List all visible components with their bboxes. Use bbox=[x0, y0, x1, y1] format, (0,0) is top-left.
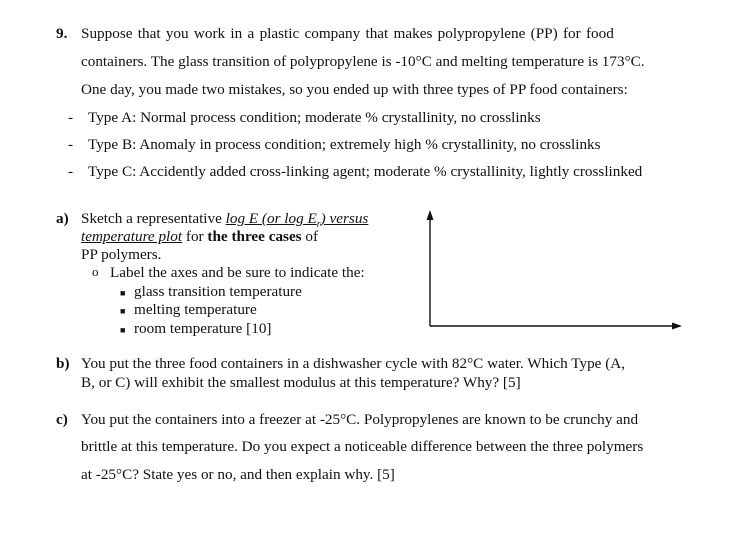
part-b-line-1: You put the three food containers in a dishwasher cycle with 82°C water. Which Type (A, bbox=[81, 355, 626, 372]
type-c-text: Type C: Accidently added cross-linking agent; moderate % crystallinity, lightly crosslinked bbox=[88, 163, 643, 180]
part-b-line-2: B, or C) will exhibit the smallest modulus at this temperature? Why? [5] bbox=[81, 374, 521, 391]
part-c-line-2: brittle at this temperature. Do you expect a noticeable difference between the three polymers bbox=[81, 438, 644, 455]
part-a-plot-name: log E (or $\log E_r$) versus bbox=[225, 210, 369, 231]
bullet-square-2: ■ bbox=[120, 306, 126, 316]
type-c-dash: - bbox=[68, 163, 74, 180]
q9-line-1: Suppose that you work in a plastic company that makes polypropylene (PP) for food bbox=[81, 25, 614, 42]
bullet-tg: glass transition temperature bbox=[134, 283, 302, 300]
y-axis-arrowhead bbox=[427, 210, 434, 220]
part-a-plot-name-2: temperature plot bbox=[81, 228, 183, 245]
question-number: 9. bbox=[56, 25, 68, 42]
part-c-line-1: You put the containers into a freezer at -25°C. Polypropylenes are known to be crunchy and bbox=[81, 411, 639, 428]
bullet-room: room temperature [10] bbox=[134, 320, 272, 337]
part-a-sub-intro: Label the axes and be sure to indicate the: bbox=[110, 264, 365, 281]
q9-line-2: containers. The glass transition of polypropylene is -10°C and melting temperature is 173°C. bbox=[81, 53, 645, 70]
part-a-line-3: PP polymers. bbox=[81, 246, 162, 263]
part-a-line-2: temperature plot for the three cases of bbox=[81, 228, 319, 245]
bullet-square-3: ■ bbox=[120, 325, 126, 335]
bullet-tm: melting temperature bbox=[134, 301, 257, 318]
part-c-label: c) bbox=[56, 411, 68, 428]
type-a-dash: - bbox=[68, 109, 74, 126]
part-a-pre: Sketch a representative bbox=[81, 210, 226, 227]
bullet-square-1: ■ bbox=[120, 288, 126, 298]
q9-line-3: One day, you made two mistakes, so you ended up with three types of PP food containers: bbox=[81, 81, 628, 98]
part-b-label: b) bbox=[56, 355, 70, 372]
outer-bullet: o bbox=[92, 264, 99, 279]
part-a-bold: the three cases bbox=[207, 228, 302, 245]
x-axis-arrowhead bbox=[672, 323, 682, 330]
type-a-text: Type A: Normal process condition; moderate % crystallinity, no crosslinks bbox=[88, 109, 541, 126]
part-a-label: a) bbox=[56, 210, 69, 227]
part-c-line-3: at -25°C? State yes or no, and then explain why. [5] bbox=[81, 466, 395, 483]
type-b-text: Type B: Anomaly in process condition; extremely high % crystallinity, no crosslinks bbox=[88, 136, 601, 153]
type-b-dash: - bbox=[68, 136, 74, 153]
